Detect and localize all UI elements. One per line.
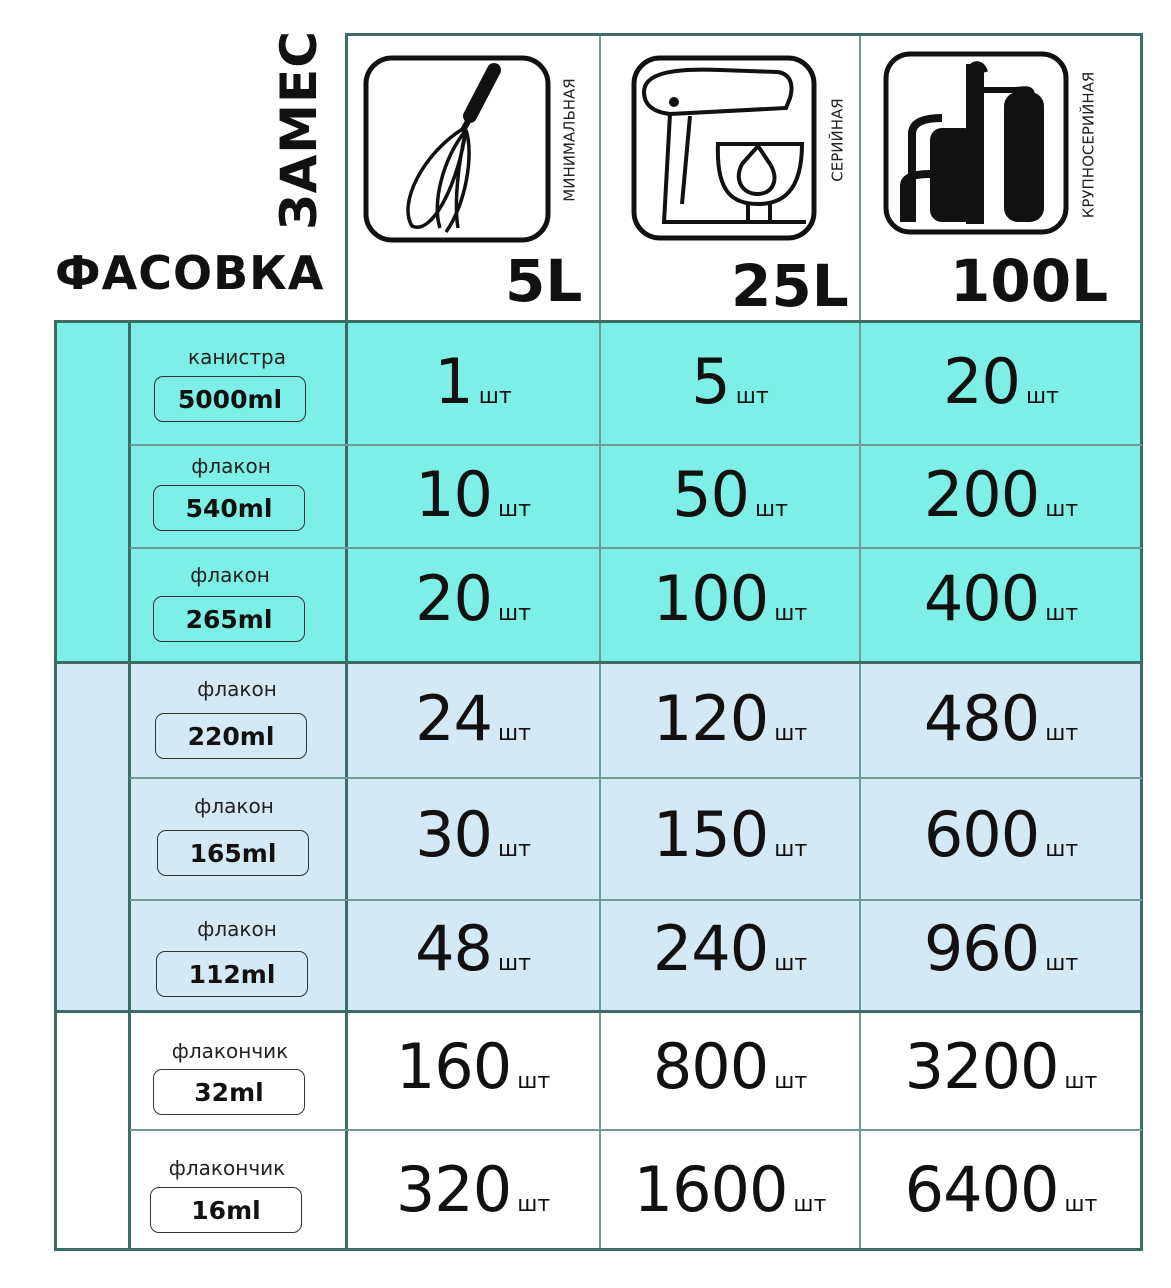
package-size-badge: 165ml xyxy=(157,830,309,876)
value-cell: 1600 шт xyxy=(633,1153,827,1226)
stand-mixer-icon xyxy=(630,54,820,242)
grid-hline-bottom xyxy=(54,1248,1143,1251)
package-type: флакон xyxy=(197,677,277,701)
value-cell: 400 шт xyxy=(923,562,1079,635)
package-type: канистра xyxy=(187,345,286,369)
grid-hline-4 xyxy=(130,777,1142,779)
industrial-tanks-icon xyxy=(882,50,1072,236)
package-size-badge: 265ml xyxy=(153,596,305,642)
value-cell: 30 шт xyxy=(415,798,531,871)
grid-hline-group1 xyxy=(54,661,1143,664)
value-cell: 480 шт xyxy=(923,682,1079,755)
value-cell: 6400 шт xyxy=(904,1153,1098,1226)
value-cell: 150 шт xyxy=(652,798,808,871)
value-cell: 20 шт xyxy=(415,562,531,635)
grid-hline-5 xyxy=(130,899,1142,901)
grid-hline-1 xyxy=(130,444,1142,446)
grid-hline-7 xyxy=(130,1129,1142,1131)
grid-hline-top xyxy=(345,33,1143,36)
package-type: флакончик xyxy=(171,1039,289,1063)
volume-25l: 25L xyxy=(731,252,849,320)
value-cell: 200 шт xyxy=(923,458,1079,531)
package-type: флакон xyxy=(191,454,271,478)
caption-minimal: МИНИМАЛЬНАЯ xyxy=(561,78,579,202)
value-cell: 48 шт xyxy=(415,912,531,985)
value-cell: 3200 шт xyxy=(904,1030,1098,1103)
whisk-icon xyxy=(362,54,554,246)
value-cell: 120 шт xyxy=(652,682,808,755)
package-type: флакон xyxy=(190,563,270,587)
value-cell: 800 шт xyxy=(652,1030,808,1103)
value-cell: 100 шт xyxy=(652,562,808,635)
grid-hline-group2 xyxy=(54,1010,1143,1013)
grid-vline-left xyxy=(54,320,57,1250)
value-cell: 240 шт xyxy=(652,912,808,985)
value-cell: 1 шт xyxy=(434,345,512,418)
package-type: флакон xyxy=(197,917,277,941)
zames-label: ЗАМЕС xyxy=(270,30,329,230)
package-size-badge: 16ml xyxy=(150,1187,302,1233)
value-cell: 50 шт xyxy=(672,458,788,531)
package-size-badge: 112ml xyxy=(156,951,308,997)
package-size-badge: 5000ml xyxy=(154,376,306,422)
value-cell: 24 шт xyxy=(415,682,531,755)
package-type: флакончик xyxy=(168,1156,286,1180)
package-size-badge: 220ml xyxy=(155,713,307,759)
volume-100l: 100L xyxy=(950,247,1109,315)
package-size-badge: 540ml xyxy=(153,485,305,531)
caption-large-serial: КРУПНОСЕРИЙНАЯ xyxy=(1079,71,1098,219)
value-cell: 160 шт xyxy=(395,1030,551,1103)
value-cell: 20 шт xyxy=(943,345,1059,418)
package-type: флакон xyxy=(194,794,274,818)
value-cell: 960 шт xyxy=(923,912,1079,985)
grid-hline-header xyxy=(54,320,1143,323)
package-size-badge: 32ml xyxy=(153,1069,305,1115)
value-cell: 600 шт xyxy=(923,798,1079,871)
value-cell: 320 шт xyxy=(395,1153,551,1226)
volume-5l: 5L xyxy=(505,247,583,315)
caption-serial: СЕРИЙНАЯ xyxy=(829,98,847,182)
grid-hline-2 xyxy=(130,547,1142,549)
fasovka-label: ФАСОВКА xyxy=(55,246,325,300)
value-cell: 5 шт xyxy=(691,345,769,418)
value-cell: 10 шт xyxy=(415,458,531,531)
